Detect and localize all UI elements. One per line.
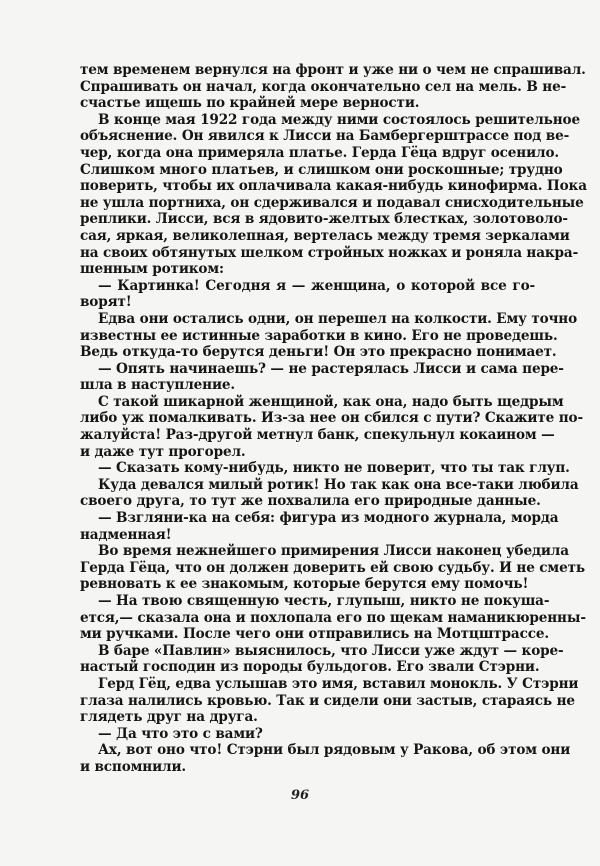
text-line: не ушла портниха, он сдерживался и подавал снисходительные bbox=[80, 194, 584, 211]
text-line: счастье ищешь по крайней мере верности. bbox=[80, 95, 420, 112]
text-line: Во время нежнейшего примирения Лисси наконец убедила bbox=[98, 543, 569, 560]
text-line: ми ручками. После чего они отправились на Мотцштрассе. bbox=[80, 626, 549, 643]
text-line: Спрашивать он начал, когда окончательно сел на мель. В не- bbox=[80, 78, 567, 95]
text-line: ревновать к ее знакомым, которые берутся ему помочь! bbox=[80, 576, 529, 593]
page-number: 96 bbox=[290, 788, 310, 803]
text-line: Герда Гёца, что он должен доверить ей свою судьбу. И не сметь bbox=[80, 559, 585, 576]
text-line: Ведь откуда-то берутся деньги! Он это прекрасно понимает. bbox=[80, 344, 557, 361]
text-line: В конце мая 1922 года между ними состоялось решительное bbox=[98, 111, 580, 128]
text-line: ется,— сказала она и похлопала его по щекам наманикюренны- bbox=[80, 609, 586, 626]
text-line: шенным ротиком: bbox=[80, 261, 224, 278]
text-line: и вспомнили. bbox=[80, 758, 186, 775]
text-line: — Да что это с вами? bbox=[98, 725, 263, 742]
text-line: — Опять начинаешь? — не растерялась Лисси и сама пере- bbox=[98, 360, 564, 377]
text-line: объяснение. Он явился к Лисси на Бамбергерштрассе под ве- bbox=[80, 128, 570, 145]
text-line: жалуйста! Раз-другой метнул банк, спекульнул кокаином — bbox=[80, 427, 555, 444]
body-text bbox=[80, 62, 587, 776]
text-line: — Картинка! Сегодня я — женщина, о которой все го- bbox=[98, 277, 535, 294]
text-line: ворят! bbox=[80, 294, 132, 311]
text-line: глаза налились кровью. Так и сидели они застыв, стараясь не bbox=[80, 692, 575, 709]
text-line: Куда девался милый ротик! Но так как она все-таки любила bbox=[98, 476, 579, 493]
text-line: В баре «Павлин» выяснилось, что Лисси уже ждут — коре- bbox=[98, 642, 564, 659]
text-line: на своих обтянутых шелком стройных ножках и роняла накра- bbox=[80, 244, 579, 261]
text-line: и даже тут прогорел. bbox=[80, 443, 246, 460]
text-line: — Взгляни-ка на себя: фигура из модного журнала, морда bbox=[98, 510, 559, 527]
text-line: тем временем вернулся на фронт и уже ни о чем не спрашивал. bbox=[80, 62, 586, 78]
text-line: реплики. Лисси, вся в ядовито-желтых блестках, золотоволо- bbox=[80, 211, 568, 228]
text-line: — Сказать кому-нибудь, никто не поверит, что ты так глуп. bbox=[98, 460, 570, 477]
text-line: Слишком много платьев, и слишком они роскошные; трудно bbox=[80, 161, 563, 178]
text-line: известны ее истинные заработки в кино. Его не проведешь. bbox=[80, 327, 558, 344]
text-line: С такой шикарной женщиной, как она, надо быть щедрым bbox=[98, 393, 564, 410]
text-line: Ах, вот оно что! Стэрни был рядовым у Ракова, об этом они bbox=[98, 742, 571, 759]
text-line: надменная! bbox=[80, 526, 172, 543]
text-line: поверить, чтобы их оплачивала какая-нибудь кинофирма. Пока bbox=[80, 178, 587, 195]
text-line: сая, яркая, великолепная, вертелась между тремя зеркалами bbox=[80, 227, 570, 244]
text-line: чер, когда она примеряла платье. Герда Гёца вдруг осенило. bbox=[80, 144, 559, 161]
text-line: Герд Гёц, едва услышав это имя, вставил монокль. У Стэрни bbox=[98, 675, 579, 692]
text-line: шла в наступление. bbox=[80, 377, 235, 394]
text-line: Едва они остались одни, он перешел на колкости. Ему точно bbox=[98, 310, 578, 327]
text-line: — На твою священную честь, глупыш, никто не покуша- bbox=[98, 593, 550, 609]
text-line: своего друга, то тут же похвалила его природные данные. bbox=[80, 493, 541, 510]
text-line: настый господин из породы бульдогов. Его звали Стэрни. bbox=[80, 659, 540, 676]
text-line: либо уж помалкивать. Из-за нее он сбился с пути? Скажите по- bbox=[80, 410, 583, 427]
text-line: глядеть друг на друга. bbox=[80, 709, 258, 726]
